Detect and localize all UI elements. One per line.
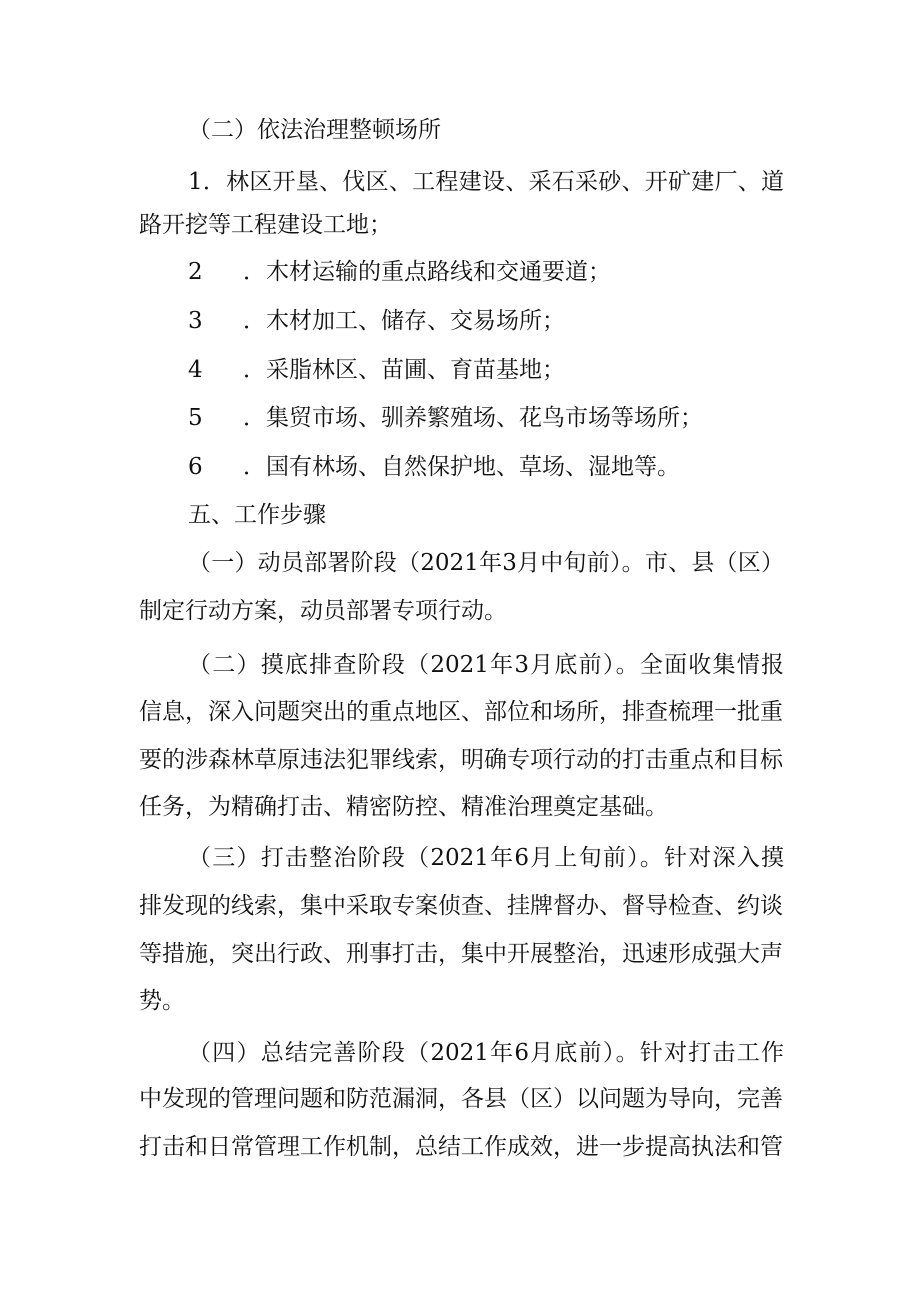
list-item-5 [0,403,920,433]
list-item-text: ．木材运输的重点路线和交通要道； [243,259,611,285]
list-item-text: ．采脂林区、苗圃、育苗基地； [243,357,565,383]
list-item-4 [0,355,920,385]
paragraph-4-line-1: （四）总结完善阶段（2021年6月底前）。针对打击工作 [188,1040,784,1066]
paragraph-3-line-3: 等措施，突出行政、刑事打击，集中开展整治，迅速形成强大声 [139,941,783,967]
list-item-number: 5 [188,405,203,431]
list-item-1-line-1: 1．林区开垦、伐区、工程建设、采石采砂、开矿建厂、道 [188,169,784,195]
list-item-number: 2 [188,259,203,285]
paragraph-2-line-2: 信息，深入问题突出的重点地区、部位和场所，排查梳理一批重 [139,699,783,725]
list-item-2 [0,257,920,287]
list-item-6 [0,452,920,482]
list-item-3 [0,306,920,336]
paragraph-4-line-3: 打击和日常管理工作机制，总结工作成效，进一步提高执法和管 [139,1134,783,1160]
paragraph-4-line-2: 中发现的管理问题和防范漏洞，各县（区）以问题为导向，完善 [139,1086,783,1112]
paragraph-3-line-2: 排发现的线索，集中采取专案侦查、挂牌督办、督导检查、约谈 [139,893,783,919]
list-item-1-line-2: 路开挖等工程建设工地； [139,212,392,238]
list-item-text: ．国有林场、自然保护地、草场、湿地等。 [243,454,680,480]
paragraph-3-line-4: 势。 [139,988,185,1014]
paragraph-1-line-1: （一）动员部署阶段（2021年3月中旬前）。市、县（区） [188,550,784,576]
list-item-number: 3 [188,308,203,334]
subheading: （二）依法治理整顿场所 [188,117,441,143]
list-item-number: 4 [188,357,203,383]
section-heading: 五、工作步骤 [188,502,326,528]
list-item-text: ．集贸市场、驯养繁殖场、花鸟市场等场所； [243,405,703,431]
paragraph-1-line-2: 制定行动方案，动员部署专项行动。 [139,598,507,624]
paragraph-3-line-1: （三）打击整治阶段（2021年6月上旬前）。针对深入摸 [188,845,784,871]
paragraph-2-line-1: （二）摸底排查阶段（2021年3月底前）。全面收集情报 [188,652,784,678]
list-item-number: 6 [188,454,203,480]
paragraph-2-line-4: 任务，为精确打击、精密防控、精准治理奠定基础。 [139,794,668,820]
list-item-text: ．木材加工、储存、交易场所； [243,308,565,334]
paragraph-2-line-3: 要的涉森林草原违法犯罪线索，明确专项行动的打击重点和目标 [139,747,783,773]
